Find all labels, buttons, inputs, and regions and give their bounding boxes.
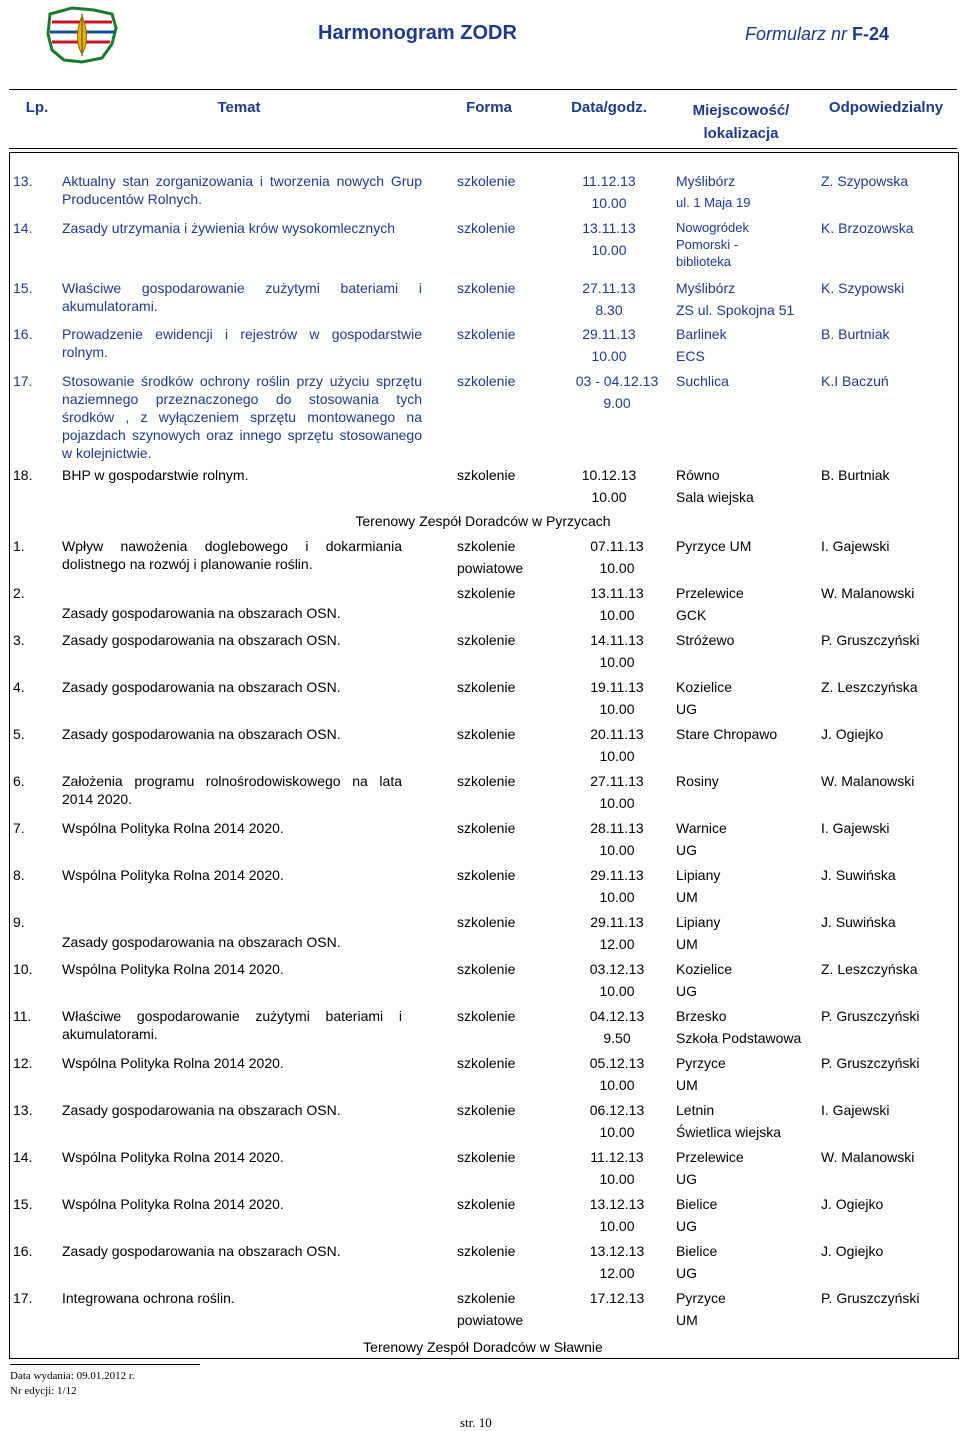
row-topic: Wspólna Polityka Rolna 2014 2020.	[62, 961, 284, 977]
row-place-line1: Barlinek	[676, 326, 727, 342]
row-topic: Stosowanie środków ochrony roślin przy użyciu sprzętu naziemnego przeznaczonego do stosowania tych środków , z wyłączeniem sprzętu montowanego na pojazdach szynowych oraz innego sprzętu stosowanego w kolejnictwie.	[62, 373, 422, 461]
row-place-line2: ZS ul. Spokojna 51	[676, 302, 795, 318]
row-date	[579, 172, 639, 212]
row-responsible: W. Malanowski	[821, 585, 915, 601]
row-responsible: Z. Leszczyńska	[821, 679, 918, 695]
row-form-line1: szkolenie	[457, 1102, 516, 1118]
row-place: Nowogródek Pomorski - biblioteka	[676, 220, 749, 269]
row-place-line1: Lipiany	[676, 914, 721, 930]
row-date-day: 03 - 04.12.13	[575, 373, 659, 389]
row-number: 10.	[13, 961, 33, 977]
row-responsible: W. Malanowski	[821, 773, 915, 789]
row-responsible: J. Ogiejko	[821, 726, 884, 742]
row-form-line1: szkolenie	[457, 538, 516, 554]
row-date-time: 10.00	[599, 889, 635, 905]
row-place	[676, 172, 816, 212]
row-place-line1: Letnin	[676, 1102, 715, 1118]
row-topic: Zasady gospodarowania na obszarach OSN.	[62, 632, 341, 648]
row-place	[676, 1242, 816, 1282]
row-topic: Wspólna Polityka Rolna 2014 2020.	[62, 1055, 284, 1071]
page-number: str. 10	[460, 1415, 492, 1430]
row-date-day: 03.12.13	[589, 961, 645, 977]
row-form: szkolenie	[457, 326, 516, 342]
row-date	[587, 631, 647, 671]
row-date	[587, 1289, 647, 1311]
row-form	[457, 1148, 537, 1170]
row-responsible: B. Burtniak	[821, 326, 890, 342]
row-date-time: 10.00	[591, 195, 627, 211]
row-place	[676, 1007, 816, 1047]
row-date	[587, 819, 647, 859]
row-place-line1: Równo	[676, 467, 720, 483]
row-responsible: P. Gruszczyński	[821, 1008, 920, 1024]
row-date-day: 28.11.13	[590, 820, 644, 836]
row-number: 1.	[13, 538, 25, 554]
row-place-line2: UG	[676, 701, 697, 717]
row-place	[676, 1289, 816, 1329]
row-place	[676, 725, 816, 747]
row-date-time: 10.00	[599, 1218, 635, 1234]
row-form	[457, 1054, 537, 1076]
column-header-data: Data/godz.	[571, 99, 647, 116]
row-form	[457, 584, 537, 606]
row-date-day: 13.12.13	[589, 1243, 645, 1259]
row-form-line1: szkolenie	[457, 1196, 516, 1212]
row-topic: Integrowana ochrona roślin.	[62, 1290, 235, 1306]
row-place-line1: Pyrzyce UM	[676, 538, 752, 554]
row-place	[676, 279, 816, 319]
row-date	[579, 279, 639, 319]
row-place	[676, 1054, 816, 1094]
row-topic: BHP w gospodarstwie rolnym.	[62, 467, 249, 483]
row-responsible: K. Szypowski	[821, 280, 905, 296]
row-form-line1: szkolenie	[457, 585, 516, 601]
row-date-day: 17.12.13	[589, 1290, 645, 1306]
row-place-line2: GCK	[676, 607, 707, 623]
row-form	[457, 819, 537, 841]
row-date-day: 29.11.13	[582, 326, 636, 342]
row-place-line2: UM	[676, 1312, 698, 1328]
row-place-line1: Myślibórz	[676, 173, 736, 189]
row-number: 3.	[13, 632, 25, 648]
row-place-line2: UM	[676, 1077, 698, 1093]
row-date	[557, 372, 677, 412]
row-form	[457, 866, 537, 888]
row-form-line1: szkolenie	[457, 820, 516, 836]
row-form-line1: szkolenie	[457, 726, 516, 742]
row-place-line2: UG	[676, 1218, 697, 1234]
issue-date: Data wydania: 09.01.2012 r.	[10, 1370, 135, 1382]
row-date-day: 05.12.13	[589, 1055, 645, 1071]
row-date	[587, 1242, 647, 1282]
row-date-time: 10.00	[591, 242, 627, 258]
row-form-line1: szkolenie	[457, 1055, 516, 1071]
document-footer	[10, 1364, 200, 1399]
row-number: 14.	[13, 1149, 33, 1165]
row-date	[587, 960, 647, 1000]
row-number: 8.	[13, 867, 25, 883]
row-number: 4.	[13, 679, 25, 695]
row-date-time: 10.00	[599, 795, 635, 811]
document-title: Harmonogram ZODR	[318, 22, 517, 44]
row-place	[676, 1148, 816, 1188]
row-form: szkolenie	[457, 373, 516, 389]
row-responsible: Z. Szypowska	[821, 173, 909, 189]
row-topic: Wspólna Polityka Rolna 2014 2020.	[62, 820, 284, 836]
row-date-day: 13.12.13	[589, 1196, 645, 1212]
row-number: 18.	[13, 467, 33, 483]
row-place-line1: Bielice	[676, 1243, 718, 1259]
row-responsible: J. Ogiejko	[821, 1243, 884, 1259]
row-responsible: Z. Leszczyńska	[821, 961, 918, 977]
row-date-time: 10.00	[599, 842, 635, 858]
row-topic: Zasady gospodarowania na obszarach OSN.	[62, 605, 341, 621]
row-place-line2: Sala wiejska	[676, 489, 754, 505]
row-date	[587, 1101, 647, 1141]
row-date-day: 07.11.13	[590, 538, 644, 554]
row-form	[457, 1195, 537, 1217]
row-form: szkolenie	[457, 467, 516, 483]
row-form-line1: szkolenie	[457, 914, 516, 930]
row-date-day: 10.12.13	[581, 467, 637, 483]
row-date-day: 14.11.13	[590, 632, 644, 648]
row-form-line1: szkolenie	[457, 679, 516, 695]
row-number: 17.	[13, 1290, 33, 1306]
row-responsible: P. Gruszczyński	[821, 1055, 920, 1071]
row-date	[587, 1054, 647, 1094]
row-date-time: 10.00	[599, 748, 635, 764]
row-form: szkolenie	[457, 280, 516, 296]
row-responsible: K.I Baczuń	[821, 373, 889, 389]
row-date-day: 11.12.13	[590, 1149, 644, 1165]
row-number: 11.	[13, 1008, 32, 1024]
row-date-time: 10.00	[599, 607, 635, 623]
row-responsible: K. Brzozowska	[821, 220, 914, 236]
row-date	[587, 584, 647, 624]
row-date-day: 27.11.13	[582, 280, 636, 296]
form-number-label: Formularz nr	[745, 24, 853, 44]
row-form-line1: szkolenie	[457, 1243, 516, 1259]
row-place-line2: UM	[676, 936, 698, 952]
row-topic: Aktualny stan zorganizowania i tworzenia nowych Grup Producentów Rolnych.	[62, 173, 422, 207]
row-place-line1: Przelewice	[676, 585, 744, 601]
row-place-line2: Świetlica wiejska	[676, 1124, 782, 1140]
table-header	[9, 89, 957, 149]
row-place-line2: UG	[676, 842, 697, 858]
column-header-lp: Lp.	[25, 99, 49, 116]
row-topic: Wspólna Polityka Rolna 2014 2020.	[62, 1149, 284, 1165]
row-place-line1: Stare Chropawo	[676, 726, 778, 742]
row-place	[676, 772, 816, 794]
row-date	[587, 537, 647, 577]
row-date-day: 13.11.13	[590, 585, 644, 601]
row-form: szkolenie	[457, 220, 516, 236]
row-form-line1: szkolenie	[457, 773, 516, 789]
row-topic: Wspólna Polityka Rolna 2014 2020.	[62, 867, 284, 883]
row-responsible: W. Malanowski	[821, 1149, 915, 1165]
row-place-line2: UM	[676, 889, 698, 905]
column-header-miejscowosc	[671, 99, 811, 145]
row-place-line1: Pyrzyce	[676, 1055, 726, 1071]
row-number: 13.	[13, 1102, 33, 1118]
form-number-value: F-24	[852, 24, 890, 44]
row-place	[676, 325, 816, 365]
row-responsible: I. Gajewski	[821, 1102, 890, 1118]
row-form-line1: szkolenie	[457, 961, 516, 977]
row-form	[457, 678, 537, 700]
row-date-day: 06.12.13	[589, 1102, 645, 1118]
row-date-time: 10.00	[599, 1124, 635, 1140]
row-number: 7.	[13, 820, 25, 836]
row-place: Suchlica	[676, 373, 729, 389]
row-topic: Zasady utrzymania i żywienia krów wysokomlecznych	[62, 220, 395, 236]
row-place-line1: Rosiny	[676, 773, 719, 789]
row-number: 6.	[13, 773, 25, 789]
poland-map-wheat-logo-icon	[42, 4, 122, 66]
row-place-line1: Lipiany	[676, 867, 721, 883]
row-place-line1: Stróżewo	[676, 632, 735, 648]
row-topic: Właściwe gospodarowanie zużytymi bateriami i akumulatorami.	[62, 1008, 402, 1042]
row-place	[676, 584, 816, 624]
row-date-time: 10.00	[599, 701, 635, 717]
row-date-time: 8.30	[595, 302, 623, 318]
row-topic: Zasady gospodarowania na obszarach OSN.	[62, 934, 341, 950]
row-responsible: I. Gajewski	[821, 820, 890, 836]
row-form-line2: powiatowe	[457, 560, 524, 576]
row-responsible: P. Gruszczyński	[821, 1290, 920, 1306]
row-topic: Właściwe gospodarowanie zużytymi bateriami i akumulatorami.	[62, 280, 422, 314]
row-place-line1: Bielice	[676, 1196, 718, 1212]
row-date-time: 10.00	[599, 1077, 635, 1093]
row-topic: Zasady gospodarowania na obszarach OSN.	[62, 1102, 341, 1118]
row-place-line2: ul. 1 Maja 19	[676, 195, 751, 210]
form-number	[745, 24, 889, 45]
row-date-day: 27.11.13	[590, 773, 644, 789]
row-date-time: 10.00	[591, 489, 627, 505]
row-number: 14.	[13, 220, 33, 236]
row-date-time: 10.00	[591, 348, 627, 364]
row-date	[579, 466, 639, 506]
row-topic: Założenia programu rolnośrodowiskowego na lata 2014 2020.	[62, 773, 402, 807]
row-date	[579, 325, 639, 365]
edition-number: Nr edycji: 1/12	[10, 1385, 77, 1397]
document-header	[0, 0, 960, 72]
row-place	[676, 1101, 816, 1141]
row-form-line1: szkolenie	[457, 1149, 516, 1165]
row-responsible: B. Burtniak	[821, 467, 890, 483]
row-number: 15.	[13, 280, 33, 296]
row-number: 16.	[13, 326, 33, 342]
row-number: 15.	[13, 1196, 33, 1212]
row-place	[676, 960, 816, 1000]
row-date-time: 9.00	[603, 395, 631, 411]
row-place-line1: Brzesko	[676, 1008, 727, 1024]
row-number: 5.	[13, 726, 25, 742]
row-place-line2: UG	[676, 983, 697, 999]
column-header-forma: Forma	[466, 99, 512, 116]
row-topic: Zasady gospodarowania na obszarach OSN.	[62, 679, 341, 695]
row-date-day: 13.11.13	[582, 220, 636, 236]
row-date-time: 12.00	[599, 1265, 635, 1281]
row-date-day: 29.11.13	[590, 867, 644, 883]
row-date-time: 10.00	[599, 560, 635, 576]
row-topic: Zasady gospodarowania na obszarach OSN.	[62, 726, 341, 742]
row-responsible: I. Gajewski	[821, 538, 890, 554]
row-place-line1: Pyrzyce	[676, 1290, 726, 1306]
row-place-line2: ECS	[676, 348, 705, 364]
row-date	[587, 772, 647, 812]
column-header-temat: Temat	[217, 99, 261, 116]
row-date-day: 11.12.13	[582, 173, 636, 189]
row-form	[457, 1242, 537, 1264]
column-header-odpowiedzialny: Odpowiedzialny	[828, 99, 944, 116]
row-date	[587, 866, 647, 906]
row-place	[676, 1195, 816, 1235]
row-form: szkolenie	[457, 173, 516, 189]
row-form-line1: szkolenie	[457, 867, 516, 883]
row-date	[579, 219, 639, 259]
row-date	[587, 725, 647, 765]
row-form-line2: powiatowe	[457, 1312, 524, 1328]
row-date-time: 12.00	[599, 936, 635, 952]
section-heading-slawno: Terenowy Zespół Doradców w Sławnie	[363, 1339, 603, 1355]
row-form	[457, 960, 537, 982]
row-date	[587, 678, 647, 718]
row-date-time: 10.00	[599, 654, 635, 670]
row-date-day: 20.11.13	[590, 726, 644, 742]
row-form	[457, 1101, 537, 1123]
row-form-line1: szkolenie	[457, 1290, 516, 1306]
row-place	[676, 913, 816, 953]
row-form-line1: szkolenie	[457, 632, 516, 648]
row-date	[587, 1007, 647, 1047]
row-place-line1: Kozielice	[676, 961, 733, 977]
row-form	[457, 913, 537, 935]
row-date-time: 10.00	[599, 983, 635, 999]
row-place	[676, 866, 816, 906]
row-topic: Prowadzenie ewidencji i rejestrów w gospodarstwie rolnym.	[62, 326, 422, 360]
column-header-miejscowosc-line1: Miejscowość/	[692, 102, 790, 119]
row-form	[457, 725, 537, 747]
row-form-line1: szkolenie	[457, 1008, 516, 1024]
row-place	[676, 631, 816, 653]
row-form	[457, 1289, 537, 1329]
row-place	[676, 678, 816, 718]
row-topic: Wpływ nawożenia doglebowego i dokarmiania dolistnego na rozwój i planowanie roślin.	[62, 538, 402, 572]
row-form	[457, 772, 537, 794]
row-number: 13.	[13, 173, 33, 189]
row-place-line2: Szkoła Podstawowa	[676, 1030, 802, 1046]
row-number: 12.	[13, 1055, 33, 1071]
row-date-time: 9.50	[603, 1030, 631, 1046]
row-form	[457, 1007, 537, 1029]
row-place	[676, 537, 816, 559]
row-responsible: P. Gruszczyński	[821, 632, 920, 648]
row-number: 9.	[13, 914, 25, 930]
section-heading-pyrzyce: Terenowy Zespół Doradców w Pyrzycach	[355, 513, 611, 529]
row-responsible: J. Ogiejko	[821, 1196, 884, 1212]
row-responsible: J. Suwińska	[821, 867, 896, 883]
row-date-day: 04.12.13	[589, 1008, 645, 1024]
row-date	[587, 1195, 647, 1235]
row-place-line1: Warnice	[676, 820, 727, 836]
row-form	[457, 631, 537, 653]
row-date-day: 19.11.13	[590, 679, 644, 695]
column-header-miejscowosc-line2: lokalizacja	[703, 125, 779, 142]
row-place-line1: Kozielice	[676, 679, 733, 695]
row-place	[676, 466, 816, 506]
row-topic: Zasady gospodarowania na obszarach OSN.	[62, 1243, 341, 1259]
row-responsible: J. Suwińska	[821, 914, 896, 930]
row-place-line2: UG	[676, 1265, 697, 1281]
row-number: 17.	[13, 373, 33, 389]
row-date-time: 10.00	[599, 1171, 635, 1187]
row-place-line2: UG	[676, 1171, 697, 1187]
row-form	[457, 537, 537, 577]
row-topic: Wspólna Polityka Rolna 2014 2020.	[62, 1196, 284, 1212]
row-number: 16.	[13, 1243, 33, 1259]
row-number: 2.	[13, 585, 25, 601]
row-place-line1: Myślibórz	[676, 280, 736, 296]
row-place	[676, 819, 816, 859]
row-date-day: 29.11.13	[590, 914, 644, 930]
row-date	[587, 913, 647, 953]
row-place-line1: Przelewice	[676, 1149, 744, 1165]
row-date	[587, 1148, 647, 1188]
